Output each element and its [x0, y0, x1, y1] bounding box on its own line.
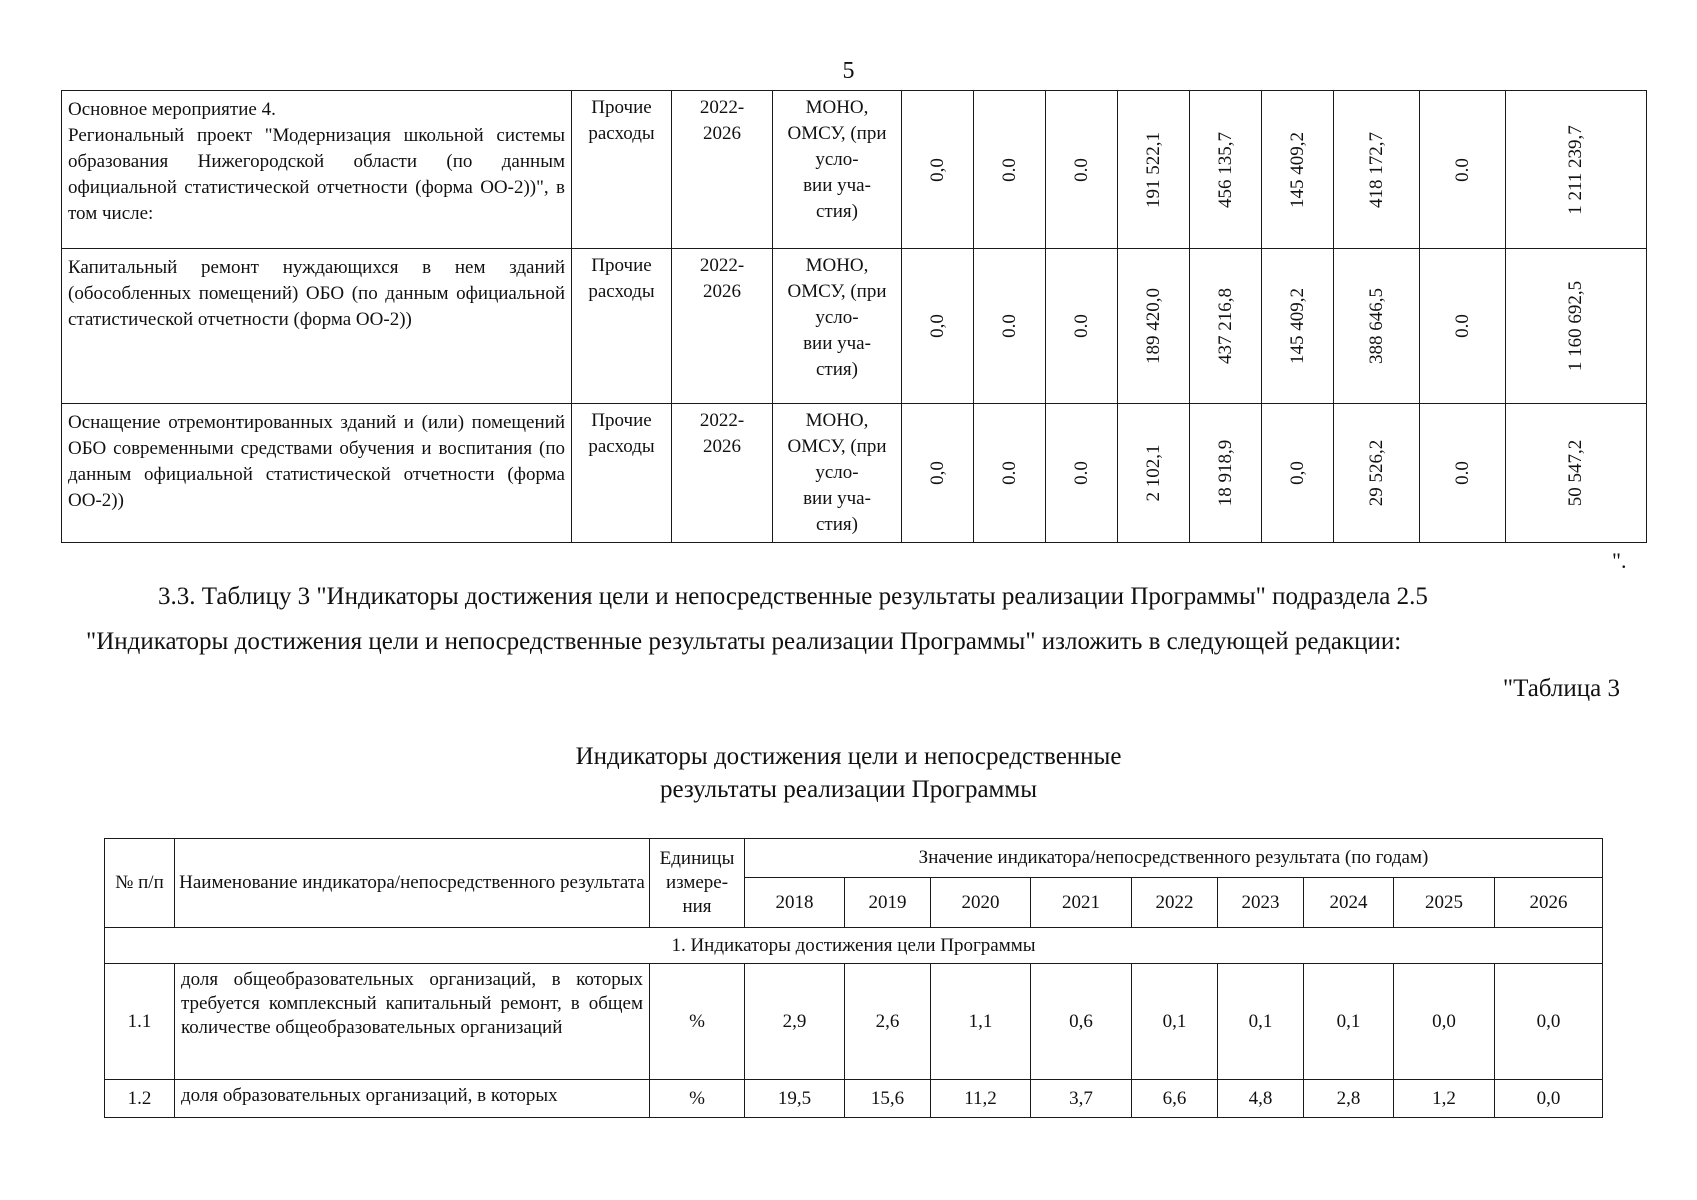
- indicator-value: 0,0: [1394, 964, 1495, 1080]
- year-header-2020: 2020: [931, 878, 1031, 928]
- funding-value-cell: [1118, 91, 1190, 249]
- funding-value-cell: [1118, 404, 1190, 543]
- indicator-value: 3,7: [1031, 1080, 1132, 1118]
- year-header-2021: 2021: [1031, 878, 1132, 928]
- activity-name-cell: Оснащение отремонтированных зданий и (или) помещений ОБО современными средствами обучения и воспитания (по данным официальной статистической отчетности (форма ОО-2)): [62, 404, 572, 543]
- funding-value: 50 547,2: [1565, 439, 1586, 507]
- funding-value: 145 409,2: [1286, 288, 1308, 364]
- funding-value: 1 160 692,5: [1565, 280, 1586, 372]
- funding-value: 191 522,1: [1142, 131, 1164, 208]
- funding-value-cell: [1262, 249, 1334, 404]
- funding-value-cell: [1420, 404, 1506, 543]
- indicator-value: 0,1: [1218, 964, 1304, 1080]
- indicator-unit: %: [650, 1080, 745, 1118]
- funding-value: 0.0: [1451, 461, 1473, 485]
- indicator-row: [105, 1080, 1603, 1118]
- activity-name-cell: Основное мероприятие 4. Региональный проект "Модернизация школьной системы образования Нижегородской области (по данным официальной статистической отчетности (форма ОО-2))", в том числе:: [62, 91, 572, 249]
- paragraph-line-1: 3.3. Таблицу 3 "Индикаторы достижения цели и непосредственные результаты реализации Программы" подраздела 2.5: [158, 583, 1428, 610]
- funding-value-cell: [1334, 249, 1420, 404]
- year-header-2019: 2019: [845, 878, 931, 928]
- year-header-2025: 2025: [1394, 878, 1495, 928]
- funding-value: 0.0: [998, 314, 1020, 338]
- funding-value-cell: [1262, 91, 1334, 249]
- indicator-value: 4,8: [1218, 1080, 1304, 1118]
- funding-value-cell: [1420, 249, 1506, 404]
- funding-value-cell: [1190, 249, 1262, 404]
- funding-value-cell: [902, 91, 974, 249]
- table-title-line-2: результаты реализации Программы: [659, 776, 1037, 803]
- funding-value: 1 211 239,7: [1565, 124, 1586, 215]
- indicator-value: 2,6: [845, 964, 931, 1080]
- funding-table: [61, 90, 1647, 543]
- indicator-value: 19,5: [745, 1080, 845, 1118]
- expense-type-cell: Прочие расходы: [572, 91, 672, 249]
- indicator-num: 1.1: [105, 964, 175, 1080]
- header-name: Наименование индикатора/непосредственного результата: [175, 839, 650, 928]
- funding-value: 456 135,7: [1214, 131, 1236, 208]
- funding-value: 0.0: [1070, 157, 1092, 182]
- funding-value: 0.0: [1451, 314, 1473, 338]
- funding-value-cell: [1334, 404, 1420, 543]
- header-row-1: [105, 839, 1603, 878]
- funding-value: 437 216,8: [1214, 288, 1236, 364]
- indicator-value: 2,9: [745, 964, 845, 1080]
- table-title: [0, 740, 1697, 806]
- funding-row: [62, 404, 1647, 543]
- funding-value-cell: [1420, 91, 1506, 249]
- funding-value-cell: [974, 404, 1046, 543]
- indicators-table: [104, 838, 1603, 1118]
- funding-value: 0,0: [926, 461, 948, 485]
- funding-value: 2 102,1: [1142, 444, 1164, 502]
- page-number: 5: [842, 58, 855, 84]
- indicator-value: 1,1: [931, 964, 1031, 1080]
- year-header-2022: 2022: [1132, 878, 1218, 928]
- indicator-value: 2,8: [1304, 1080, 1394, 1118]
- funding-value: 0,0: [1286, 461, 1308, 485]
- funding-value: 388 646,5: [1365, 288, 1387, 364]
- indicator-num: 1.2: [105, 1080, 175, 1118]
- indicator-value: 0,0: [1495, 964, 1603, 1080]
- funding-value-cell: [1190, 404, 1262, 543]
- funding-value: 29 526,2: [1365, 439, 1387, 507]
- closing-quote-mark: ".: [1612, 548, 1627, 573]
- table-reference-label: "Таблица 3: [1502, 675, 1620, 702]
- funding-value-cell: [1118, 249, 1190, 404]
- funding-value: 418 172,7: [1365, 131, 1387, 208]
- indicator-value: 11,2: [931, 1080, 1031, 1118]
- period-cell: 2022- 2026: [672, 91, 773, 249]
- executor-cell: МОНО, ОМСУ, (при усло- вии уча- стия): [773, 91, 902, 249]
- funding-value: 0,0: [926, 314, 948, 338]
- funding-value-cell: [1262, 404, 1334, 543]
- header-unit: Единицы измере- ния: [650, 839, 745, 928]
- header-values-group: Значение индикатора/непосредственного результата (по годам): [745, 839, 1603, 878]
- section-title: 1. Индикаторы достижения цели Программы: [105, 928, 1603, 964]
- funding-value-cell: [974, 91, 1046, 249]
- indicator-row: [105, 964, 1603, 1080]
- funding-value: 0.0: [1070, 461, 1092, 485]
- funding-value-cell: [974, 249, 1046, 404]
- funding-value-cell: [902, 404, 974, 543]
- indicator-value: 0,1: [1132, 964, 1218, 1080]
- header-num: № п/п: [105, 839, 175, 928]
- funding-value: 145 409,2: [1286, 131, 1308, 208]
- funding-value: 18 918,9: [1214, 439, 1236, 507]
- year-header-2024: 2024: [1304, 878, 1394, 928]
- funding-value: 0,0: [926, 157, 948, 182]
- funding-value-cell: [1506, 404, 1647, 543]
- funding-value: 0.0: [1070, 314, 1092, 338]
- paragraph-line-2: "Индикаторы достижения цели и непосредственные результаты реализации Программы" изложить в следующей редакции:: [86, 628, 1402, 655]
- indicator-value: 15,6: [845, 1080, 931, 1118]
- section-row: [105, 928, 1603, 964]
- funding-value-cell: [1046, 91, 1118, 249]
- indicator-name: доля образовательных организаций, в которых: [175, 1080, 650, 1118]
- executor-cell: МОНО, ОМСУ, (при усло- вии уча- стия): [773, 249, 902, 404]
- indicator-value: 1,2: [1394, 1080, 1495, 1118]
- executor-cell: МОНО, ОМСУ, (при усло- вии уча- стия): [773, 404, 902, 543]
- period-cell: 2022- 2026: [672, 249, 773, 404]
- funding-value-cell: [1334, 91, 1420, 249]
- indicator-value: 6,6: [1132, 1080, 1218, 1118]
- funding-value: 189 420,0: [1142, 288, 1164, 364]
- indicator-value: 0,1: [1304, 964, 1394, 1080]
- funding-value-cell: [1506, 91, 1647, 249]
- funding-value-cell: [1506, 249, 1647, 404]
- funding-value-cell: [1190, 91, 1262, 249]
- year-header-2026: 2026: [1495, 878, 1603, 928]
- funding-value-cell: [902, 249, 974, 404]
- funding-row: [62, 91, 1647, 249]
- indicator-unit: %: [650, 964, 745, 1080]
- funding-value-cell: [1046, 404, 1118, 543]
- funding-value-cell: [1046, 249, 1118, 404]
- year-header-2023: 2023: [1218, 878, 1304, 928]
- expense-type-cell: Прочие расходы: [572, 249, 672, 404]
- funding-value: 0.0: [1451, 157, 1473, 182]
- year-header-2018: 2018: [745, 878, 845, 928]
- funding-value: 0.0: [998, 461, 1020, 485]
- table-title-line-1: Индикаторы достижения цели и непосредственные: [575, 743, 1122, 770]
- indicator-name: доля общеобразовательных организаций, в которых требуется комплексный капитальный ремонт, в общем количестве общеобразовательных организаций: [175, 964, 650, 1080]
- activity-name-cell: Капитальный ремонт нуждающихся в нем зданий (обособленных помещений) ОБО (по данным официальной статистической отчетности (форма ОО-2)): [62, 249, 572, 404]
- indicator-value: 0,6: [1031, 964, 1132, 1080]
- funding-value: 0.0: [998, 157, 1020, 182]
- funding-row: [62, 249, 1647, 404]
- expense-type-cell: Прочие расходы: [572, 404, 672, 543]
- indicator-value: 0,0: [1495, 1080, 1603, 1118]
- period-cell: 2022- 2026: [672, 404, 773, 543]
